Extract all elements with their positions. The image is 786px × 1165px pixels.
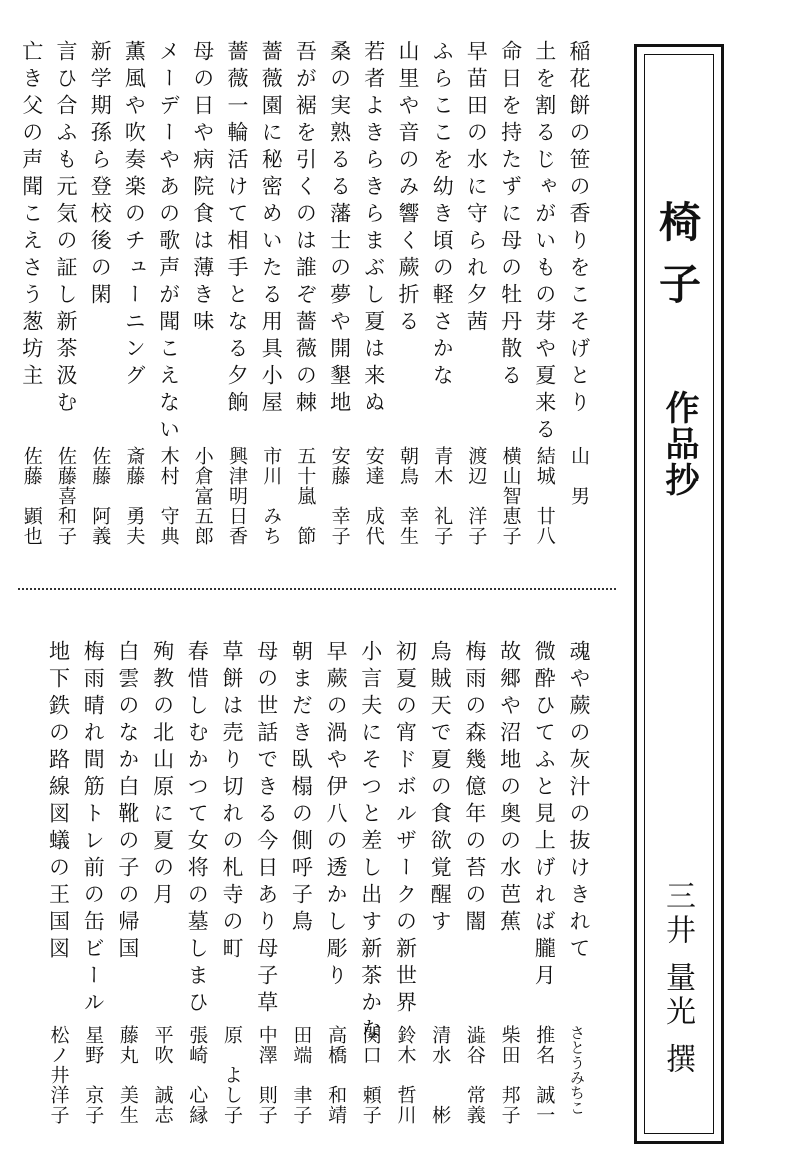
haiku-author: 柴田 邦子 [498,1025,521,1125]
haiku-author: 横山智恵子 [499,446,522,546]
haiku-text: 言ひ合ふも元気の証し新茶汲む [54,40,78,418]
haiku-text: 新学期孫ら登校後の閑 [88,40,113,310]
haiku-author: さとうみちこ [568,1025,586,1115]
haiku-author: 鈴木 哲川 [394,1025,417,1125]
haiku-text: 薔薇園に秘密めいたる用具小屋 [259,40,284,418]
haiku-author: 市川 みち [260,446,283,546]
haiku-author: 佐藤 阿義 [89,446,112,546]
haiku-author: 星野 京子 [82,1025,105,1125]
haiku-text: 故郷や沼地の奥の水芭蕉 [497,640,522,937]
haiku-text: 稲花餅の笹の香りをこそげとり [567,40,591,418]
haiku-author: 松ノ井洋子 [47,1025,70,1125]
haiku-text: 草餅は売り切れの札寺の町 [220,640,244,964]
haiku-author: 渡辺 洋子 [465,446,488,546]
haiku-author: 佐藤 顕也 [20,446,43,546]
haiku-text: 早苗田の水に守られ夕茜 [464,40,489,337]
haiku-text: 春惜しむかつて女将の墓しまひ [185,640,210,1018]
haiku-text: 薔薇一輪活けて相手となる夕餉 [225,40,249,418]
haiku-author: 高橋 和靖 [325,1025,348,1125]
haiku-author: 小倉富五郎 [191,446,214,546]
haiku-author: 張崎 心縁 [186,1025,209,1125]
haiku-author: 田端 聿子 [290,1025,313,1125]
haiku-author: 原 よし子 [221,1025,243,1125]
haiku-author: 佐藤喜和子 [55,446,77,546]
haiku-text: 命日を持たずに母の牡丹散る [498,40,523,391]
haiku-author: 平吹 誠志 [151,1025,174,1125]
haiku-author: 結城 廿八 [533,446,556,546]
haiku-author: 中澤 則子 [255,1025,278,1125]
haiku-author: 青木 礼子 [431,446,454,546]
haiku-text: ふらここを幼き頃の軽さかな [430,40,455,391]
haiku-author: 山 男 [568,446,590,506]
haiku-author: 木村 守典 [157,446,180,546]
haiku-text: 烏賊天で夏の食欲覚醒す [428,640,453,937]
haiku-author: 安藤 幸子 [328,446,351,546]
haiku-author: 興津明日香 [226,446,248,546]
haiku-text: 薫風や吹奏楽のチューニング [122,40,147,391]
haiku-text: 朝まだき臥榻の側呼子鳥 [289,640,314,937]
haiku-text: 白雲のなか白靴の子の帰国 [115,640,140,964]
haiku-author: 斎藤 勇夫 [123,446,146,546]
editor-credit: 三井 量光 撰 [660,880,695,1078]
haiku-author: 澁谷 常義 [463,1025,486,1125]
haiku-text: 初夏の宵ドボルザークの新世界 [393,640,418,1018]
haiku-text: 微酔ひてふと見上げれば朧月 [532,640,557,991]
haiku-text: 殉教の北山原に夏の月 [150,640,175,910]
haiku-author: 清水 彬 [429,1025,452,1125]
haiku-text: 桑の実熟るる藩士の夢や開墾地 [327,40,352,418]
haiku-text: 山里や音のみ響く蕨折る [396,40,420,337]
haiku-text: 早蕨の渦や伊八の透かし彫り [324,640,349,991]
haiku-text: 梅雨の森幾億年の苔の闇 [462,640,487,937]
haiku-author: 関口 頼子 [359,1025,382,1125]
haiku-author: 安達 成代 [362,446,385,546]
haiku-author: 藤丸 美生 [116,1025,139,1125]
haiku-author: 朝鳥 幸生 [397,446,419,546]
page-title: 椅子 [653,200,702,324]
haiku-text: 母の世話できる今日あり母子草 [254,640,279,1018]
haiku-text: 母の日や病院食は薄き味 [190,40,215,337]
haiku-text: 小言夫にそつと差し出す新茶かな [358,640,383,1045]
haiku-author: 五十嵐 節 [294,446,317,546]
page-subtitle: 作品抄 [659,390,699,498]
haiku-text: 魂や蕨の灰汁の抜けきれて [567,640,591,964]
haiku-text: 吾が裾を引くのは誰ぞ薔薇の棘 [293,40,318,418]
haiku-text: 若者よきらきらまぶし夏は来ぬ [361,40,386,418]
haiku-text: メーデーやあの歌声が聞こえない [156,40,181,445]
haiku-text: 地下鉄の路線図蟻の王国図 [46,640,71,964]
haiku-text: 亡き父の声聞こえさう葱坊主 [19,40,44,391]
section-divider [18,588,616,590]
haiku-text: 土を割るじゃがいもの芽や夏来る [532,40,557,445]
haiku-text: 梅雨晴れ間筋トレ前の缶ビール [81,640,106,1018]
haiku-author: 推名 誠一 [533,1025,556,1125]
